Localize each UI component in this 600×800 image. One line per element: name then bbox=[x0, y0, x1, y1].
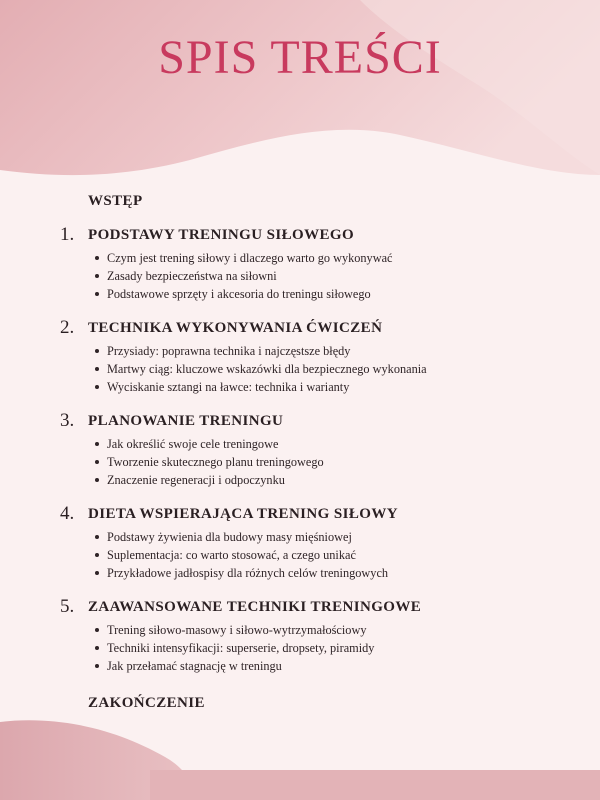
section-title: ZAAWANSOWANE TECHNIKI TRENINGOWE bbox=[88, 599, 422, 615]
list-item: Suplementacja: co warto stosować, a czego unikać bbox=[93, 546, 580, 564]
list-item: Przysiady: poprawna technika i najczęstsze błędy bbox=[93, 342, 580, 360]
toc-section-4 bbox=[60, 503, 580, 582]
section-title: TECHNIKA WYKONYWANIA ĆWICZEŃ bbox=[88, 320, 383, 336]
bottom-band bbox=[150, 770, 600, 800]
page-title: SPIS TREŚCI bbox=[158, 31, 442, 84]
intro-heading: WSTĘP bbox=[88, 193, 143, 209]
section-items bbox=[93, 435, 580, 489]
toc-section-1 bbox=[60, 224, 580, 303]
list-item: Przykładowe jadłospisy dla różnych celów treningowych bbox=[93, 564, 580, 582]
list-item: Martwy ciąg: kluczowe wskazówki dla bezpiecznego wykonania bbox=[93, 360, 580, 378]
section-title: DIETA WSPIERAJĄCA TRENING SIŁOWY bbox=[88, 506, 398, 522]
list-item: Trening siłowo-masowy i siłowo-wytrzymałościowy bbox=[93, 621, 580, 639]
list-item: Czym jest trening siłowy i dlaczego warto go wykonywać bbox=[93, 249, 580, 267]
list-item: Techniki intensyfikacji: superserie, dropsety, piramidy bbox=[93, 639, 580, 657]
section-number: 4. bbox=[60, 503, 75, 524]
list-item: Zasady bezpieczeństwa na siłowni bbox=[93, 267, 580, 285]
outro-heading: ZAKOŃCZENIE bbox=[88, 695, 205, 711]
section-number: 1. bbox=[60, 224, 75, 245]
list-item: Wyciskanie sztangi na ławce: technika i warianty bbox=[93, 378, 580, 396]
section-items bbox=[93, 528, 580, 582]
section-number: 2. bbox=[60, 317, 75, 338]
list-item: Znaczenie regeneracji i odpoczynku bbox=[93, 471, 580, 489]
toc-section-2 bbox=[60, 317, 580, 396]
list-item: Tworzenie skutecznego planu treningowego bbox=[93, 453, 580, 471]
list-item: Jak przełamać stagnację w treningu bbox=[93, 657, 580, 675]
section-number: 5. bbox=[60, 596, 75, 617]
section-items bbox=[93, 621, 580, 675]
toc-section-5 bbox=[60, 596, 580, 675]
toc-section-3 bbox=[60, 410, 580, 489]
section-title: PLANOWANIE TRENINGU bbox=[88, 413, 284, 429]
section-items bbox=[93, 249, 580, 303]
section-items bbox=[93, 342, 580, 396]
table-of-contents bbox=[60, 193, 580, 712]
section-title: PODSTAWY TRENINGU SIŁOWEGO bbox=[88, 227, 355, 243]
section-number: 3. bbox=[60, 410, 75, 431]
list-item: Jak określić swoje cele treningowe bbox=[93, 435, 580, 453]
list-item: Podstawy żywienia dla budowy masy mięśniowej bbox=[93, 528, 580, 546]
list-item: Podstawowe sprzęty i akcesoria do treningu siłowego bbox=[93, 285, 580, 303]
